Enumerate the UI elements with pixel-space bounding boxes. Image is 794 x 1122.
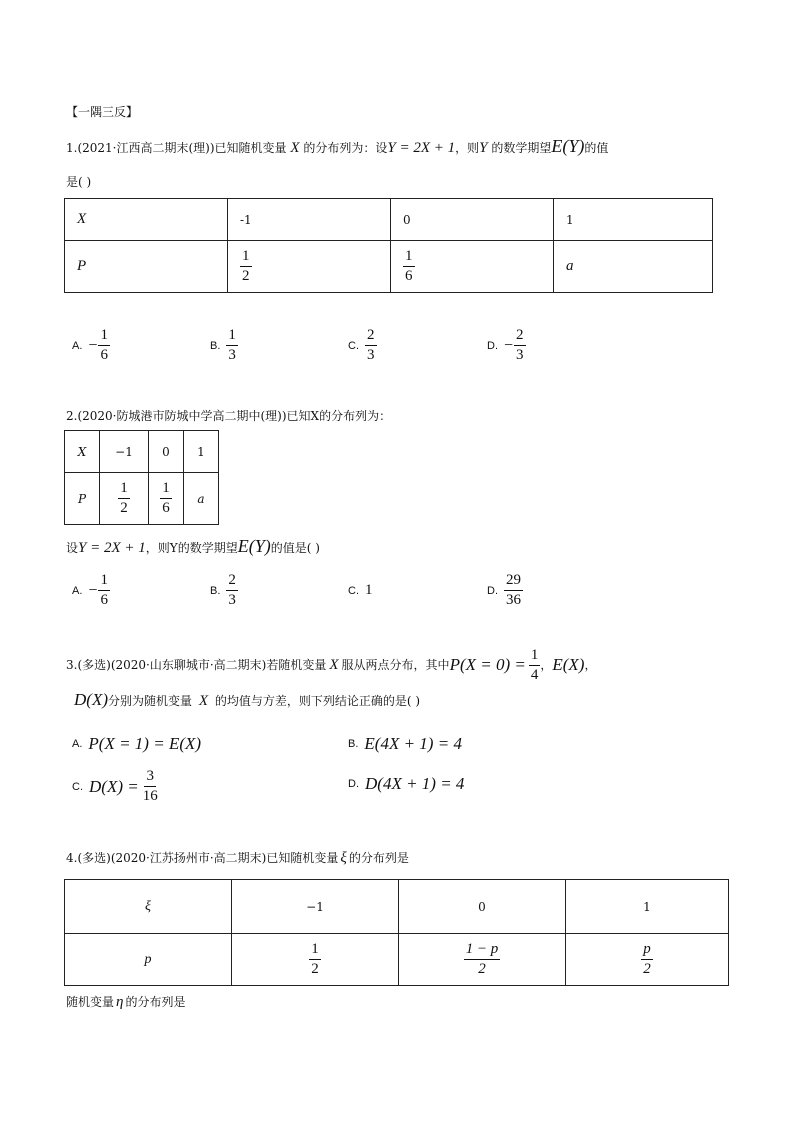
q2-table-row-values bbox=[65, 431, 219, 473]
q1-option-d[interactable]: D. − $\frac{2}{3}$ bbox=[487, 327, 524, 363]
q4-cell: 1 bbox=[566, 880, 729, 934]
q2-option-a[interactable]: A. − $\frac{1}{6}$ bbox=[72, 572, 108, 608]
q1-cell-a: a bbox=[554, 241, 713, 293]
q2-cell-x-label: X bbox=[65, 431, 100, 473]
q1-option-b[interactable]: B. $\frac{1}{3}$ bbox=[210, 327, 236, 363]
q1-number: 1. bbox=[66, 141, 78, 155]
q1-cell: -1 bbox=[228, 199, 391, 241]
q1-var-x: X bbox=[290, 140, 300, 156]
q1-cell-x-label: X bbox=[65, 199, 228, 241]
q1-cell: 1 bbox=[554, 199, 713, 241]
q1-text-b: 的分布列为：设 bbox=[303, 141, 388, 155]
q1-table-row-values bbox=[65, 199, 713, 241]
q2-option-b[interactable]: B. $\frac{2}{3}$ bbox=[210, 572, 236, 608]
q4-cell-xi-label: ξ bbox=[65, 880, 232, 934]
q1-line2: 是( ) bbox=[66, 175, 92, 189]
section-title: 【一隅三反】 bbox=[66, 105, 139, 119]
q4-distribution-table bbox=[64, 879, 729, 986]
q1-ey: E(Y) bbox=[551, 136, 585, 156]
q4-cell-frac bbox=[232, 934, 399, 986]
fraction: $\frac{1}{6}$ bbox=[405, 248, 413, 284]
q2-cell: −1 bbox=[100, 431, 149, 473]
q4-table-row-values bbox=[65, 880, 729, 934]
fraction: $\frac{1}{6}$ bbox=[162, 480, 170, 516]
q2-cell: 0 bbox=[149, 431, 184, 473]
q4-cell-p-label: p bbox=[65, 934, 232, 986]
q1-text-a: 已知随机变量 bbox=[214, 141, 287, 155]
fraction: $\frac{2}{3}$ bbox=[367, 327, 375, 363]
q4-cell: 0 bbox=[399, 880, 566, 934]
q1-option-a[interactable]: A. − $\frac{1}{6}$ bbox=[72, 327, 108, 363]
q3-line1: 3. (多选)(2020·山东聊城市·高二期末) 若随机变量 X 服从两点分布，其中 P(X = 0) = $\frac{1}{4}$ ， E(X) ， bbox=[66, 646, 597, 683]
q3-dx: D(X) bbox=[74, 690, 108, 709]
q1-cell-frac bbox=[391, 241, 554, 293]
fraction: $\frac{2}{3}$ bbox=[516, 327, 524, 363]
q2-line2: 设Y = 2X + 1，则Y的数学期望E(Y)的值是( ) bbox=[66, 536, 320, 556]
fraction: $\frac{3}{16}$ bbox=[142, 768, 158, 804]
q1-cell: 0 bbox=[391, 199, 554, 241]
fraction: $\frac{1}{6}$ bbox=[100, 327, 108, 363]
q2-cell-frac bbox=[100, 473, 149, 525]
q3-line2: D(X)分别为随机变量 X 的均值与方差，则下列结论正确的是( ) bbox=[74, 690, 421, 709]
q3-ex: E(X) bbox=[552, 655, 585, 674]
q4-table-row-probs bbox=[65, 934, 729, 986]
q3-option-c[interactable]: C. D(X) = $\frac{3}{16}$ bbox=[72, 768, 158, 804]
q2-ey: E(Y) bbox=[237, 536, 271, 556]
q2-formula: Y = 2X + 1 bbox=[78, 540, 146, 556]
q2-cell-a: a bbox=[184, 473, 219, 525]
q2-cell-frac bbox=[149, 473, 184, 525]
q1-line1 bbox=[66, 138, 608, 156]
q1-table-row-probs bbox=[65, 241, 713, 293]
q4-cell-frac bbox=[399, 934, 566, 986]
q3-option-b[interactable]: B. E(4X + 1) = 4 bbox=[348, 734, 462, 753]
q2-text-a: 已知X的分布列为： bbox=[286, 409, 392, 423]
fraction: $\frac{p}{2}$ bbox=[643, 941, 651, 977]
q2-line1 bbox=[66, 408, 391, 424]
q1-var-y: Y bbox=[479, 140, 488, 156]
fraction: $\frac{1}{2}$ bbox=[311, 941, 319, 977]
q2-number: 2. bbox=[66, 409, 78, 423]
q1-distribution-table bbox=[64, 198, 713, 293]
q1-formula: Y = 2X + 1 bbox=[387, 140, 456, 156]
q2-option-d[interactable]: D. $\frac{29}{36}$ bbox=[487, 572, 521, 608]
fraction: $\frac{29}{36}$ bbox=[506, 572, 521, 608]
q2-cell-p-label: P bbox=[65, 473, 100, 525]
q2-table-row-probs bbox=[65, 473, 219, 525]
fraction: $\frac{1}{2}$ bbox=[120, 480, 128, 516]
fraction: $\frac{1}{6}$ bbox=[100, 572, 108, 608]
fraction: $\frac{1 - p}{2}$ bbox=[465, 941, 499, 977]
q3-option-a[interactable]: A. P(X = 1) = E(X) bbox=[72, 734, 202, 753]
q1-source: (2021·江西高二期末(理)) bbox=[77, 141, 215, 155]
q1-text-e: 的值 bbox=[584, 141, 609, 155]
fraction: $\frac{1}{2}$ bbox=[242, 248, 250, 284]
q1-cell-p-label: P bbox=[65, 241, 228, 293]
q1-option-c[interactable]: C. $\frac{2}{3}$ bbox=[348, 327, 375, 363]
q2-distribution-table bbox=[64, 430, 219, 525]
fraction: $\frac{2}{3}$ bbox=[228, 572, 236, 608]
q3-prob: P(X = 0) = bbox=[449, 655, 526, 674]
fraction: $\frac{1}{3}$ bbox=[228, 327, 236, 363]
fraction: $\frac{1}{4}$ bbox=[530, 646, 539, 683]
q2-source: (2020·防城港市防城中学高二期中(理)) bbox=[77, 409, 287, 423]
q3-option-d[interactable]: D. D(4X + 1) = 4 bbox=[348, 774, 465, 793]
q1-cell-frac bbox=[228, 241, 391, 293]
q4-cell-frac bbox=[566, 934, 729, 986]
q4-cell: −1 bbox=[232, 880, 399, 934]
q4-line1: 4.(多选)(2020·江苏扬州市·高二期末)已知随机变量 ξ 的分布列是 bbox=[66, 850, 409, 866]
q1-text-c: ，则 bbox=[455, 141, 480, 155]
q4-tail-line: 随机变量 η 的分布列是 bbox=[66, 994, 186, 1010]
q1-text-d: 的数学期望 bbox=[491, 141, 552, 155]
q2-option-c[interactable]: C. 1 bbox=[348, 582, 373, 598]
q2-cell: 1 bbox=[184, 431, 219, 473]
